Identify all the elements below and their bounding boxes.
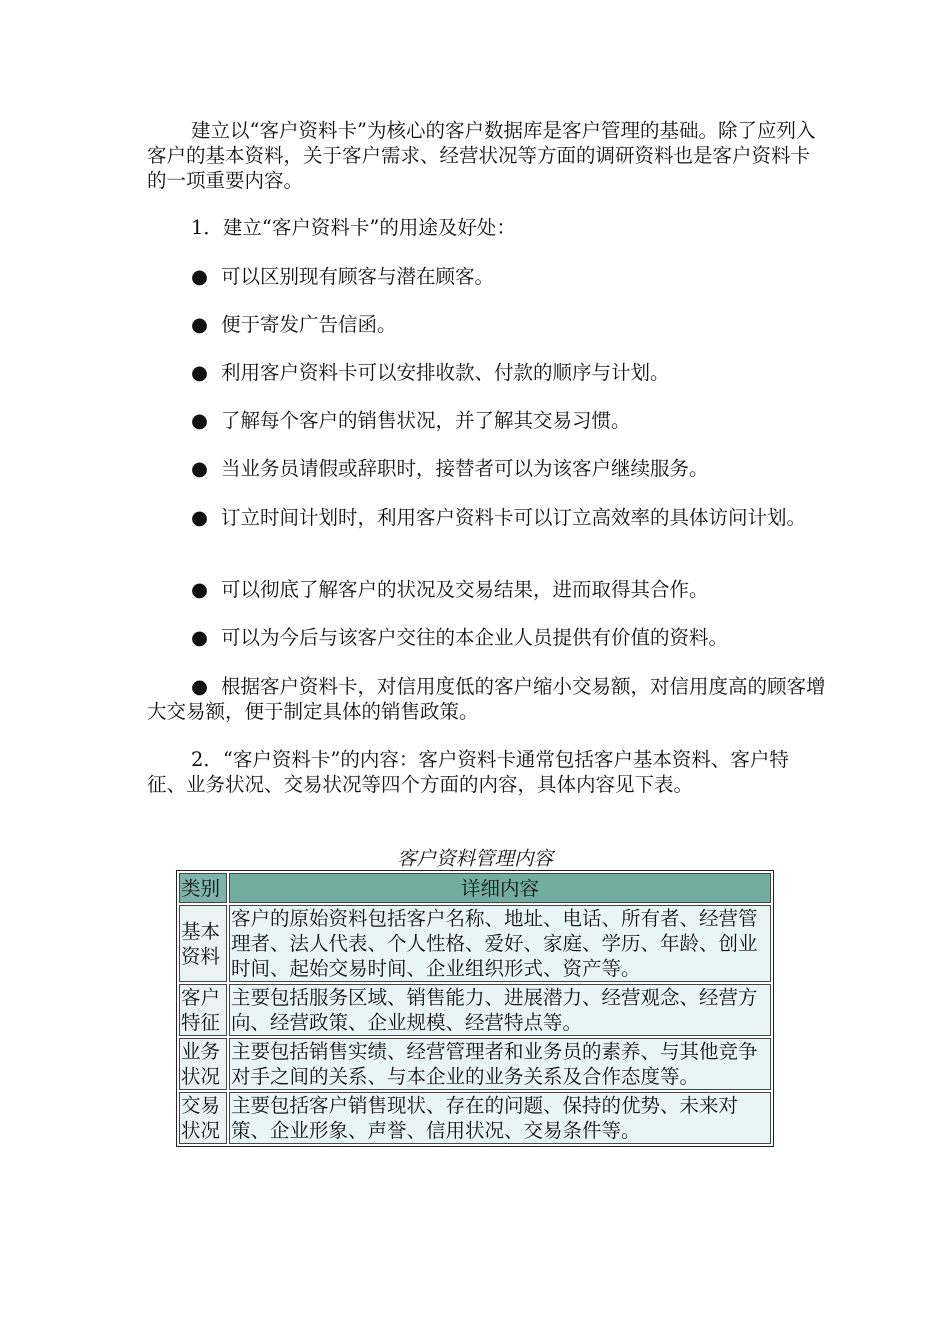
row-detail: 主要包括客户销售现状、存在的问题、保持的优势、未来对策、企业形象、声誉、信用状况、交易条件等。: [229, 1092, 771, 1144]
bullet-text: 可以为今后与该客户交往的本企业人员提供有价值的资料。: [221, 626, 729, 649]
bullet-text: 利用客户资料卡可以安排收款、付款的顺序与计划。: [221, 361, 670, 384]
row-category: 客户特征: [179, 984, 227, 1036]
header-category: 类别: [179, 873, 227, 903]
bullet-text: 了解每个客户的销售状况，并了解其交易习惯。: [221, 409, 631, 432]
table-caption: 客户资料管理内容: [396, 847, 553, 870]
bullet-icon: ●: [191, 578, 209, 601]
bullet-icon: ●: [191, 409, 209, 432]
bullet-item: [147, 312, 827, 337]
bullet-icon: ●: [191, 675, 209, 698]
bullet-icon: ●: [191, 361, 209, 384]
bullet-text: 订立时间计划时，利用客户资料卡可以订立高效率的具体访问计划。: [221, 506, 807, 529]
bullet-item: [147, 505, 827, 530]
intro-paragraph: 建立以“客户资料卡”为核心的客户数据库是客户管理的基础。除了应列入客户的基本资料，关于客户需求、经营状况等方面的调研资料也是客户资料卡的一项重要内容。: [147, 119, 816, 192]
table-header-row: [179, 873, 771, 903]
bullet-item: [147, 625, 827, 650]
section2-paragraph: 2．“客户资料卡”的内容：客户资料卡通常包括客户基本资料、客户特征、业务状况、交易状况等四个方面的内容，具体内容见下表。: [147, 748, 789, 796]
bullet-item: [147, 577, 827, 602]
table-row: [179, 1038, 771, 1090]
bullet-icon: ●: [191, 457, 209, 480]
header-detail: 详细内容: [229, 873, 771, 903]
bullet-icon: ●: [191, 506, 209, 529]
table-row: [179, 1092, 771, 1144]
row-detail: 客户的原始资料包括客户名称、地址、电话、所有者、经营管理者、法人代表、个人性格、爱好、家庭、学历、年龄、创业时间、起始交易时间、企业组织形式、资产等。: [229, 905, 771, 982]
bullet-item: [147, 360, 827, 385]
table-row: [179, 905, 771, 982]
bullet-icon: ●: [191, 265, 209, 288]
row-detail: 主要包括销售实绩、经营管理者和业务员的素养、与其他竞争对手之间的关系、与本企业的业务关系及合作态度等。: [229, 1038, 771, 1090]
bullet-item: [147, 674, 827, 724]
row-category: 基本资料: [179, 905, 227, 982]
bullet-icon: ●: [191, 626, 209, 649]
bullet-icon: ●: [191, 313, 209, 336]
bullet-item: [147, 264, 827, 289]
bullet-text: 可以区别现有顾客与潜在顾客。: [221, 265, 495, 288]
bullet-text: 当业务员请假或辞职时，接替者可以为该客户继续服务。: [221, 457, 709, 480]
bullet-item: [147, 456, 827, 481]
bullet-item: [147, 408, 827, 433]
customer-data-table: [176, 870, 774, 1147]
section1-heading: 1．建立“客户资料卡”的用途及好处：: [191, 216, 516, 239]
row-category: 交易状况: [179, 1092, 227, 1144]
table-row: [179, 984, 771, 1036]
bullet-text: 可以彻底了解客户的状况及交易结果，进而取得其合作。: [221, 578, 709, 601]
row-category: 业务状况: [179, 1038, 227, 1090]
row-detail: 主要包括服务区域、销售能力、进展潜力、经营观念、经营方向、经营政策、企业规模、经营特点等。: [229, 984, 771, 1036]
bullet-text: 根据客户资料卡，对信用度低的客户缩小交易额，对信用度高的顾客增大交易额，便于制定具体的销售政策。: [147, 675, 826, 723]
bullet-text: 便于寄发广告信函。: [221, 313, 397, 336]
